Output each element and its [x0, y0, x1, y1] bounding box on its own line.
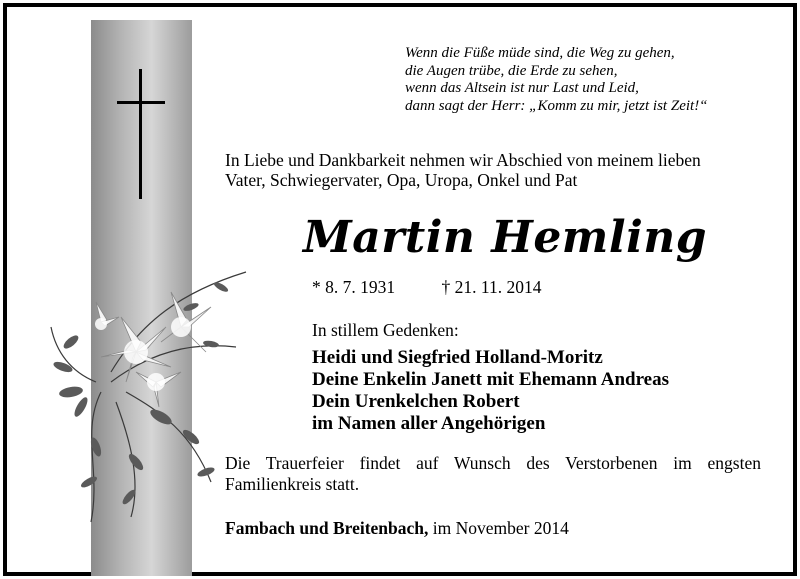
poem-line: dann sagt der Herr: „Komm zu mir, jetzt ist Zeit!“: [405, 97, 708, 114]
farewell-intro-line1: In Liebe und Dankbarkeit nehmen wir Abschied von meinem lieben: [225, 150, 701, 170]
lily-bouquet-icon: [41, 232, 256, 527]
mourner-line: Heidi und Siegfried Holland-Moritz: [312, 347, 603, 368]
funeral-note: Die Trauerfeier findet auf Wunsch des Verstorbenen im engsten Familienkreis statt.: [225, 453, 761, 494]
cross-icon: [111, 69, 171, 199]
poem-line: Wenn die Füße müde sind, die Weg zu gehen,: [405, 45, 675, 61]
mourner-line: Dein Urenkelchen Robert: [312, 391, 520, 412]
mourner-line: im Namen aller Angehörigen: [312, 413, 546, 434]
birth-date: * 8. 7. 1931: [312, 277, 396, 297]
mourners-list: [312, 347, 669, 435]
obituary-frame: [3, 3, 797, 576]
poem: [405, 45, 785, 115]
places: Fambach und Breitenbach,: [225, 518, 429, 538]
death-date: † 21. 11. 2014: [441, 277, 542, 297]
deceased-name: Martin Hemling: [303, 212, 708, 263]
poem-line: die Augen trübe, die Erde zu sehen,: [405, 62, 618, 79]
mourner-line: Deine Enkelin Janett mit Ehemann Andreas: [312, 369, 669, 390]
memorial-intro: In stillem Gedenken:: [312, 320, 459, 340]
poem-line: wenn das Altsein ist nur Last und Leid,: [405, 80, 639, 96]
closing-date: im November 2014: [428, 518, 569, 538]
farewell-intro: [225, 150, 785, 190]
farewell-intro-line2: Vater, Schwiegervater, Opa, Uropa, Onkel und Pat: [225, 170, 578, 190]
life-dates: [312, 277, 541, 298]
place-and-date: [225, 518, 569, 539]
